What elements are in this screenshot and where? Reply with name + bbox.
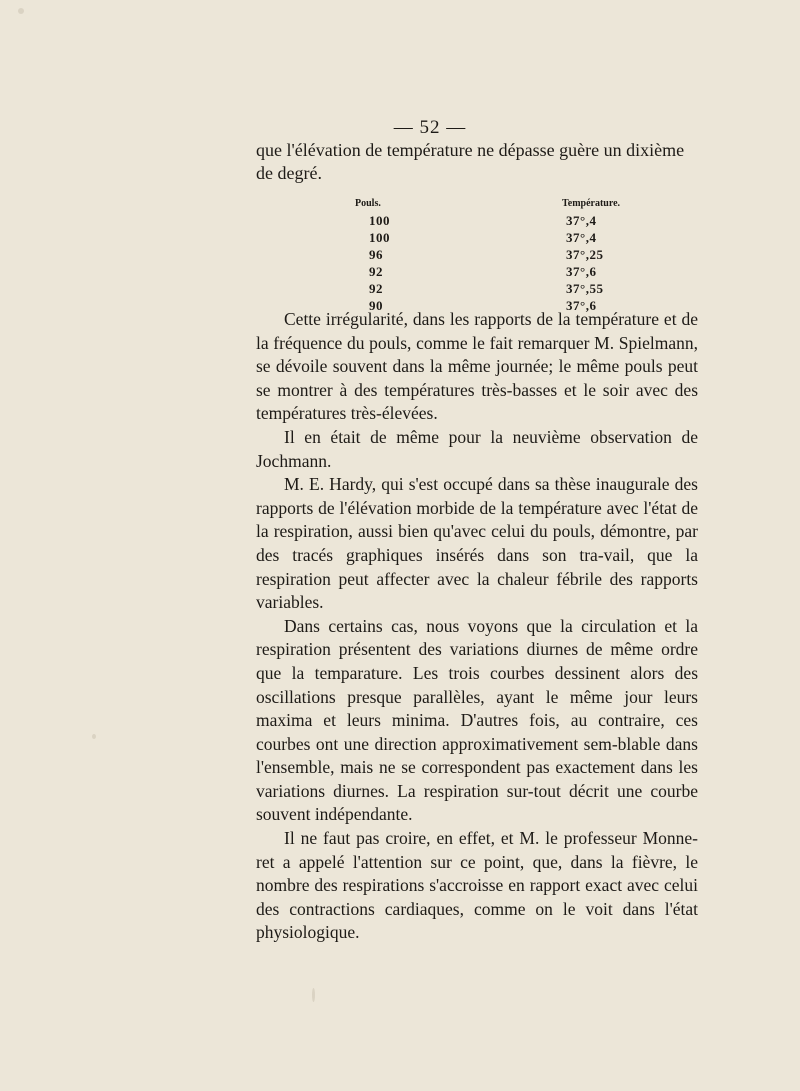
table-row bbox=[355, 229, 620, 246]
paragraph: Il ne faut pas croire, en effet, et M. le professeur Monne-ret a appelé l'attention sur ce point, que, dans la fièvre, le nombre des respirations s'accroisse en rapport exact avec celui des contractions cardiaques, comme on le voit dans l'état physiologique. bbox=[256, 828, 698, 943]
paper-stain bbox=[312, 988, 315, 1002]
header-pouls: Pouls. bbox=[355, 198, 381, 209]
paper-stain bbox=[92, 734, 96, 739]
table-header-row bbox=[355, 195, 620, 212]
pouls-cell: 100 bbox=[369, 230, 390, 245]
paragraph: Cette irrégularité, dans les rapports de la température et de la fréquence du pouls, comme le fait remarquer M. Spielmann, se dévoile souvent dans la même journée; le même pouls peut se montrer à des températures très-basses et le soir avec des températures très-élevées. bbox=[256, 309, 698, 424]
temperature-cell: 37°,4 bbox=[566, 213, 597, 228]
paragraph: Dans certains cas, nous voyons que la circulation et la respiration présentent des variations diurnes de même ordre que la temparature. Les trois courbes dessinent alors des oscillations presque parallèles, ayant le même jour leurs maxima et leurs minima. D'autres fois, au contraire, ces courbes ont une direction approximativement sem-blable dans l'ensemble, mais ne se correspondent pas exactement dans les variations diurnes. La respiration sur-tout décrit une courbe souvent indépendante. bbox=[256, 615, 698, 825]
paragraph: M. E. Hardy, qui s'est occupé dans sa thèse inaugurale des rapports de l'élévation morbide de la température avec l'état de la respiration, aussi bien qu'avec celui du pouls, démontre, par des tracés graphiques insérés dans son tra-vail, que la respiration peut affecter avec la chaleur fébrile des rapports variables. bbox=[256, 474, 698, 613]
page-number: — 52 — bbox=[393, 117, 467, 138]
paragraph: Il en était de même pour la neuvième observation de Jochmann. bbox=[256, 426, 698, 471]
pulse-temperature-table bbox=[355, 195, 620, 314]
temperature-cell: 37°,4 bbox=[566, 230, 597, 245]
temperature-cell: 37°,6 bbox=[566, 264, 597, 279]
paper-stain bbox=[18, 8, 24, 14]
intro-line: que l'élévation de température ne dépasse guère un dixième bbox=[256, 140, 685, 160]
table-row bbox=[355, 280, 620, 297]
pouls-cell: 100 bbox=[369, 213, 390, 228]
pouls-cell: 92 bbox=[369, 281, 383, 296]
pouls-cell: 90 bbox=[369, 298, 383, 313]
intro-text bbox=[256, 139, 698, 185]
intro-line: de degré. bbox=[256, 163, 322, 183]
header-temperature: Température. bbox=[562, 198, 621, 209]
body-text bbox=[256, 308, 698, 945]
table-row bbox=[355, 263, 620, 280]
temperature-cell: 37°,6 bbox=[566, 298, 597, 313]
temperature-cell: 37°,25 bbox=[566, 247, 604, 262]
pouls-cell: 96 bbox=[369, 247, 383, 262]
table-row bbox=[355, 246, 620, 263]
pouls-cell: 92 bbox=[369, 264, 383, 279]
table-row bbox=[355, 212, 620, 229]
temperature-cell: 37°,55 bbox=[566, 281, 604, 296]
